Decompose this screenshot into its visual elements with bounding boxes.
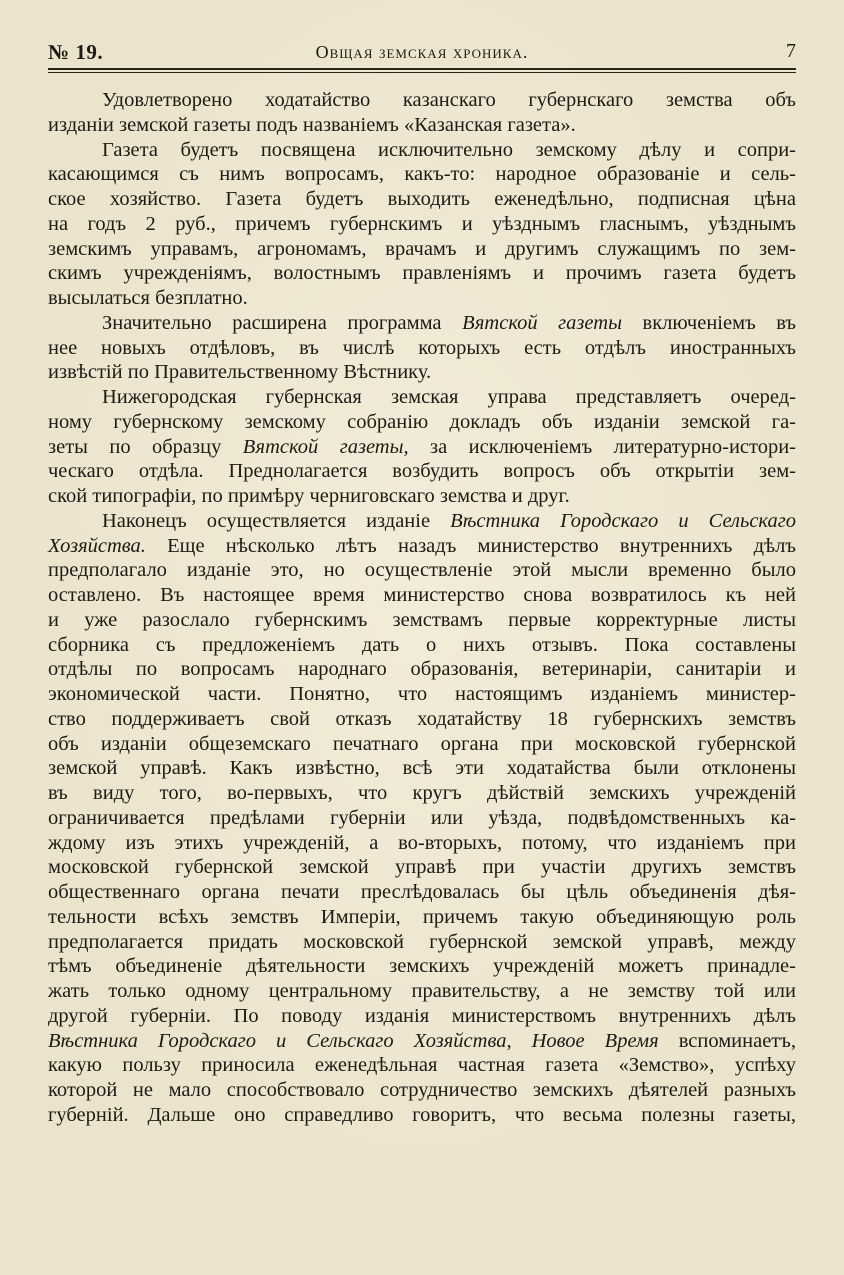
text-line: ской типографіи, по примѣру черниговскаго земства и друг.: [48, 485, 570, 507]
italic-title: Вѣстника Городскаго и Сельскаго Хозяйства: [48, 1029, 507, 1052]
text-line: ограничивается предѣлами губерніи или уѣзда, подвѣдомственныхъ ка-: [48, 806, 796, 829]
text-line: нее новыхъ отдѣловъ, въ числѣ которыхъ есть отдѣлъ иностранныхъ: [48, 336, 796, 359]
text-line: Значительно расширена программа Вятской газеты включеніемъ въ: [102, 311, 796, 334]
text-line: Газета будетъ посвящена исключительно земскому дѣлу и сопри-: [102, 138, 796, 161]
text-line: Вѣстника Городскаго и Сельскаго Хозяйства, Новое Время вспоминаетъ,: [48, 1029, 796, 1052]
text-line: ждому изъ этихъ учрежденій, а во-вторыхъ, потому, что изданіемъ при: [48, 831, 796, 854]
text-line: касающимся съ нимъ вопросамъ, какъ-то: народное образованіе и сель-: [48, 163, 796, 186]
running-title: Овщая земская хроника.: [315, 42, 529, 62]
italic-title: Вѣстника Городскаго и Сельскаго: [450, 509, 796, 532]
italic-title: Вятской газеты: [462, 311, 622, 334]
text-line: отдѣлы по вопросамъ народнаго образованія, ветеринаріи, санитаріи и: [48, 658, 796, 681]
text-line: Нижегородская губернская земская управа представляетъ очеред-: [102, 386, 796, 408]
text-line: московской губернской земской управѣ при участіи другихъ земствъ: [48, 856, 796, 879]
text-line: оставлено. Въ настоящее время министерство снова возвратилось къ ней: [48, 584, 796, 606]
text-line: объ изданіи общеземскаго печатнаго органа при московской губернской: [48, 732, 796, 755]
text-line: на годъ 2 руб., причемъ губернскимъ и уѣзднымъ гласнымъ, уѣзднымъ: [48, 212, 796, 235]
issue-number: № 19.: [48, 40, 104, 64]
italic-title: Новое Время: [531, 1029, 659, 1052]
header-rule: [48, 68, 796, 70]
italic-title: Вятской газеты: [242, 435, 404, 458]
text-line: ское хозяйство. Газета будетъ выходить еженедѣльно, подписная цѣна: [48, 188, 796, 210]
text-line: жать только одному центральному правительству, а не земству той или: [48, 980, 796, 1002]
text-line: земскимъ управамъ, агрономамъ, врачамъ и другимъ служащимъ по зем-: [48, 237, 796, 260]
text-line: тѣмъ объединеніе дѣятельности земскихъ учрежденій можетъ принадле-: [48, 955, 796, 978]
text-line: какую пользу приносила еженедѣльная частная газета «Земство», успѣху: [48, 1054, 796, 1077]
page-number: 7: [786, 40, 796, 62]
text-line: экономической части. Понятно, что настоящимъ изданіемъ министер-: [48, 683, 796, 705]
text-line: которой не мало способствовало сотрудничество земскихъ дѣятелей разныхъ: [48, 1079, 796, 1101]
text-line: тельности всѣхъ земствъ Имперіи, причемъ такую объединяющую роль: [48, 905, 796, 928]
text-line: Хозяйства. Еще нѣсколько лѣтъ назадъ министерство внутреннихъ дѣлъ: [48, 534, 796, 557]
text-line: ному губернскому земскому собранію докладъ объ изданіи земской га-: [48, 410, 796, 433]
text-line: Удовлетворено ходатайство казанскаго губернскаго земства объ: [102, 89, 796, 111]
text-line: ческаго отдѣла. Преднолагается возбудить вопросъ объ открытіи зем-: [48, 460, 796, 483]
text-line: предполагается придать московской губернской земской управѣ, между: [48, 930, 796, 953]
text-line: въ виду того, во-первыхъ, что кругъ дѣйствій земскихъ учрежденій: [48, 782, 796, 804]
text-line: и уже разослало губернскимъ земствамъ первые корректурные листы: [48, 608, 796, 631]
text-line: Наконецъ осуществляется изданіе Вѣстника Городскаго и Сельскаго: [102, 509, 796, 532]
text-line: губерній. Дальше оно справедливо говоритъ, что весьма полезны газеты,: [48, 1103, 796, 1126]
text-line: извѣстій по Правительственному Вѣстнику.: [48, 361, 432, 384]
text-line: высылаться безплатно.: [48, 287, 248, 309]
header-rule-thin: [48, 72, 796, 73]
text-line: скимъ учрежденіямъ, волостнымъ правленіямъ и прочимъ газета будетъ: [48, 262, 796, 285]
text-line: зеты по образцу Вятской газеты, за исключеніемъ литературно-истори-: [48, 435, 796, 458]
text-line: изданіи земской газеты подъ названіемъ «Казанская газета».: [48, 113, 576, 136]
text-line: сборника съ предложеніемъ дать о нихъ отзывъ. Пока составлены: [48, 633, 796, 656]
running-header: [48, 40, 796, 70]
text-line: другой губерніи. По поводу изданія министерствомъ внутреннихъ дѣлъ: [48, 1004, 796, 1027]
body-text: [48, 88, 796, 1128]
italic-title: Хозяйства.: [48, 534, 146, 557]
text-line: предполагало изданіе это, но осуществленіе этой мысли временно было: [48, 559, 796, 582]
text-line: ство поддерживаетъ свой отказъ ходатайству 18 губернскихъ земствъ: [48, 707, 796, 730]
text-line: земской управѣ. Какъ извѣстно, всѣ эти ходатайства были отклонены: [48, 757, 796, 780]
text-line: общественнаго органа печати преслѣдовалась бы цѣль объединенія дѣя-: [48, 881, 796, 903]
